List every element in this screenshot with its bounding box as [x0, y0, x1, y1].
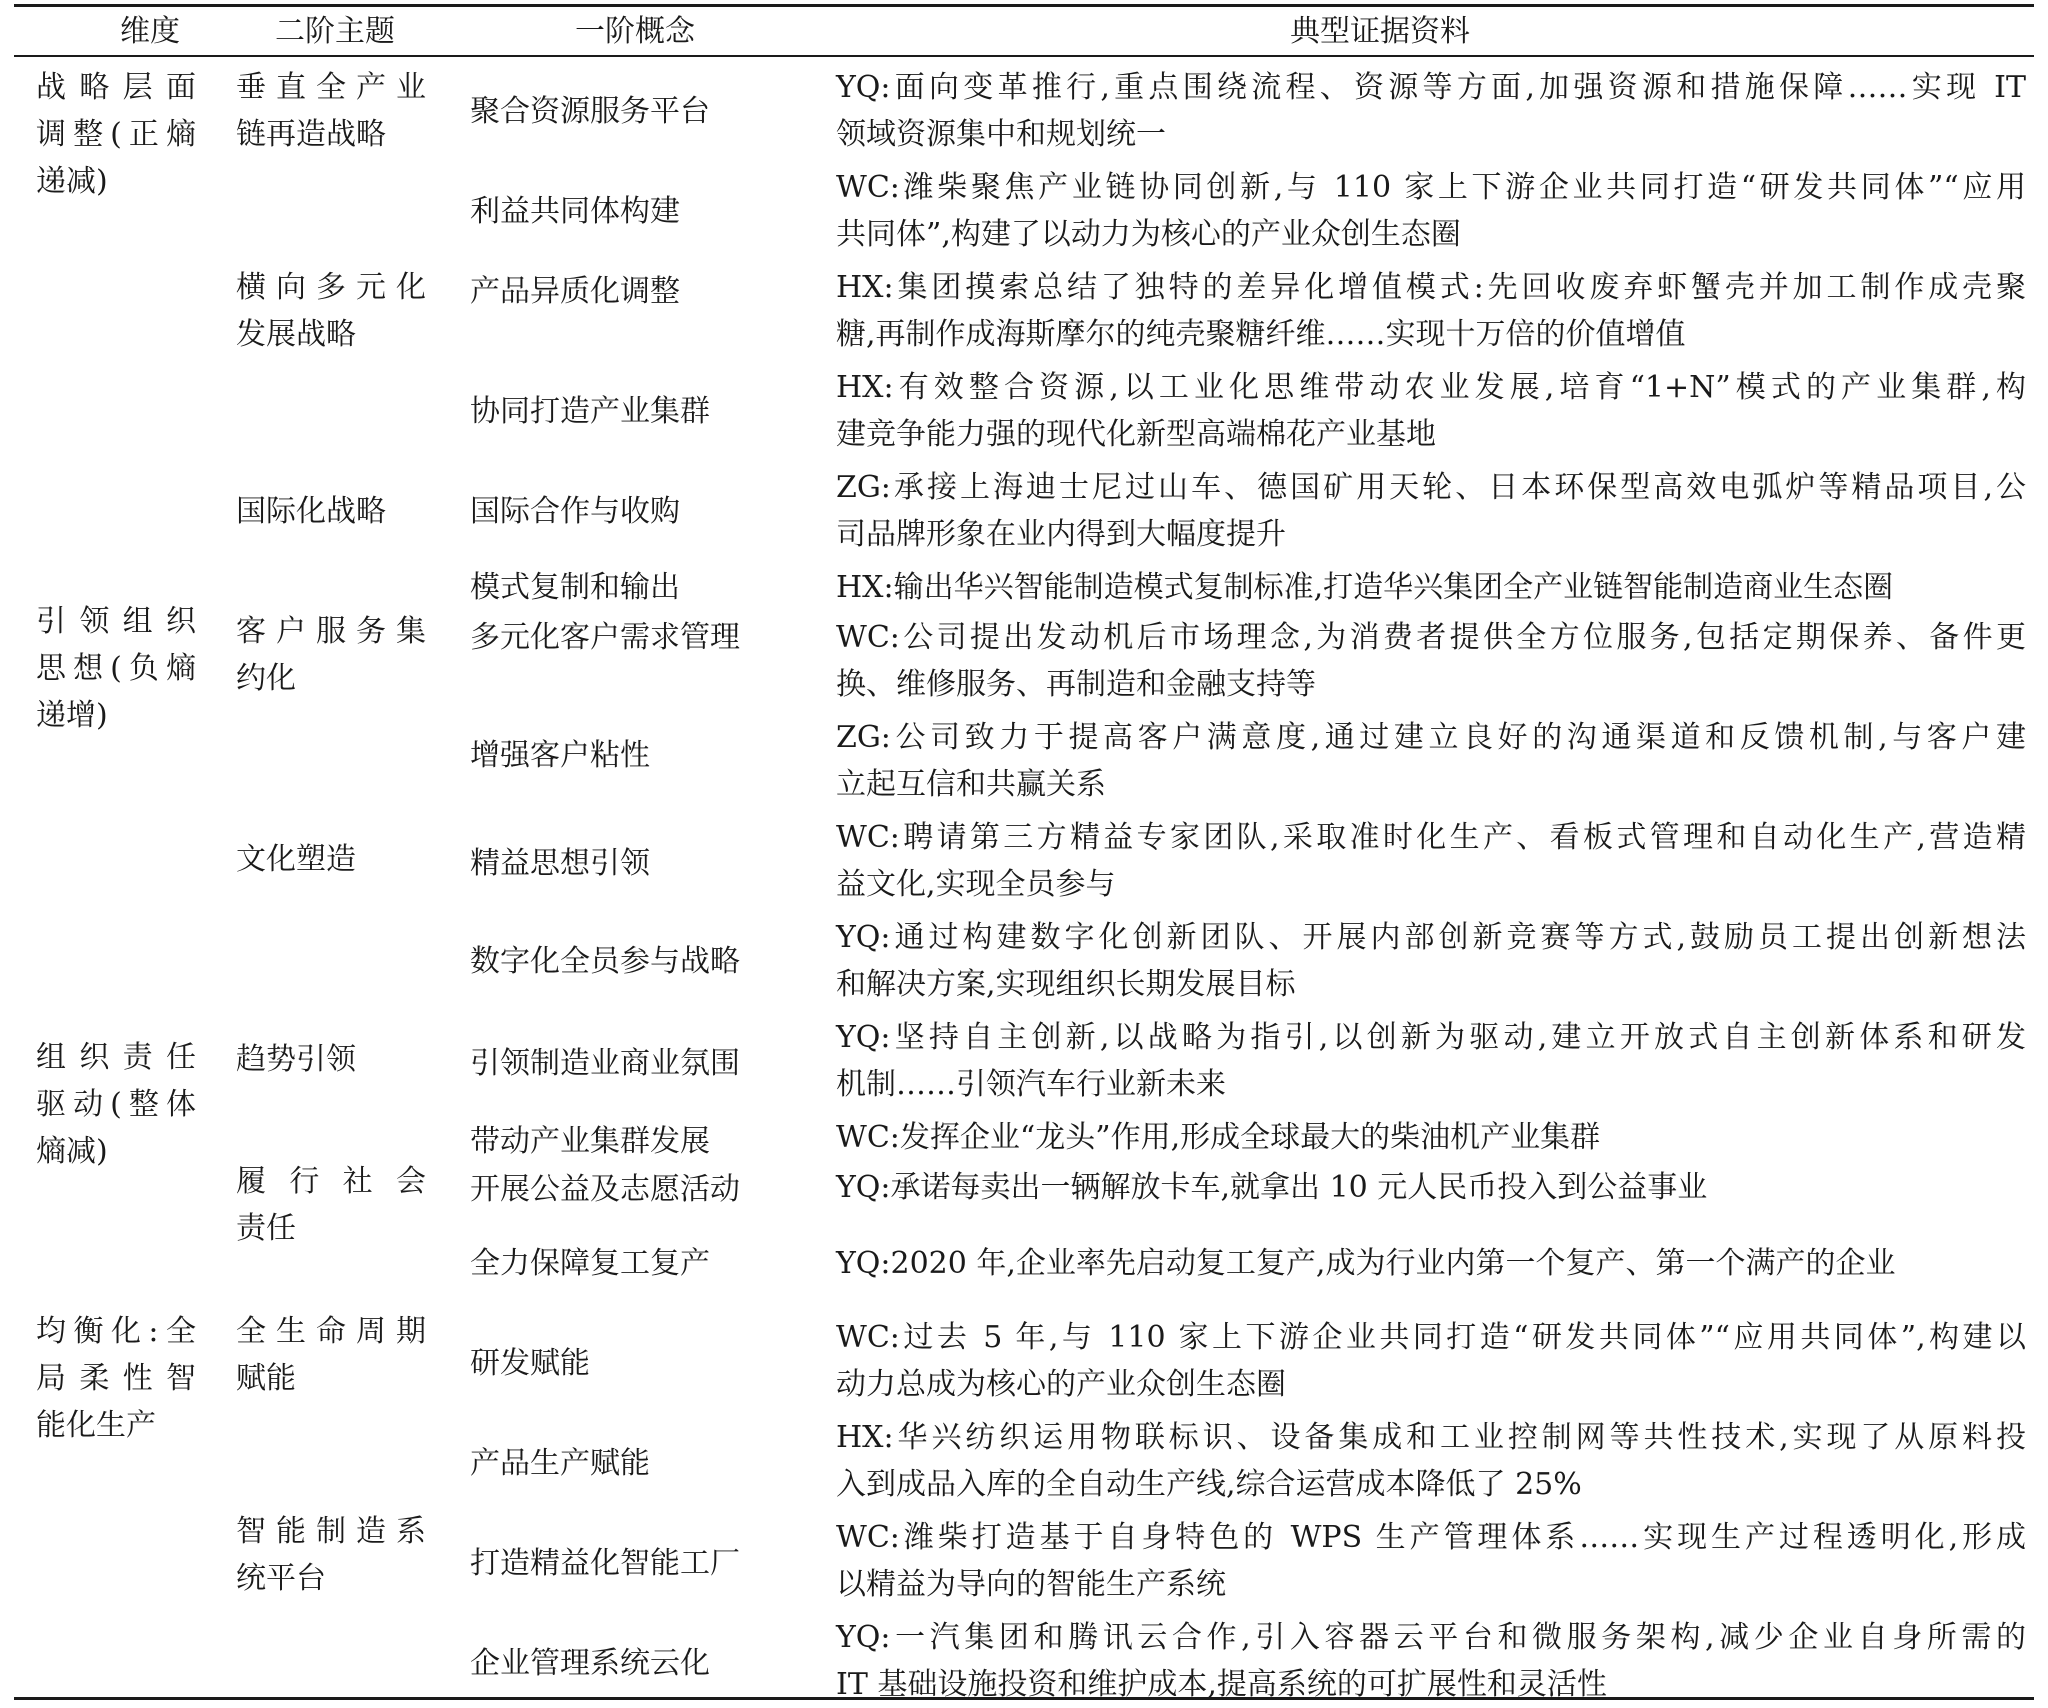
evidence-cell: ZG:公司致力于提高客户满意度,通过建立良好的沟通渠道和反馈机制,与客户建 — [836, 720, 2026, 755]
concept-cell: 产品生产赋能 — [470, 1446, 650, 1481]
evidence-cell: 司品牌形象在业内得到大幅度提升 — [836, 517, 1286, 552]
evidence-cell: WC:发挥企业“龙头”作用,形成全球最大的柴油机产业集群 — [836, 1120, 1601, 1155]
evidence-cell: 入到成品入库的全自动生产线,综合运营成本降低了 25% — [836, 1467, 1582, 1502]
theme-cell: 赋能 — [236, 1361, 296, 1396]
evidence-cell: WC:过去 5 年,与 110 家上下游企业共同打造“研发共同体”“应用共同体”,构建以 — [836, 1320, 2026, 1355]
concept-cell: 增强客户粘性 — [470, 738, 650, 773]
header-evidence: 典型证据资料 — [1290, 14, 1470, 49]
evidence-cell: 共同体”,构建了以动力为核心的产业众创生态圈 — [836, 217, 1461, 252]
evidence-cell: YQ:面向变革推行,重点围绕流程、资源等方面,加强资源和措施保障……实现 IT — [836, 70, 2026, 105]
evidence-cell: 以精益为导向的智能生产系统 — [836, 1567, 1226, 1602]
concept-cell: 协同打造产业集群 — [470, 394, 710, 429]
theme-cell: 全生命周期 — [236, 1314, 426, 1349]
dimension-cell: 调整(正熵 — [36, 117, 196, 152]
theme-cell: 文化塑造 — [236, 842, 356, 877]
dimension-cell: 递减) — [36, 164, 108, 199]
dimension-cell: 熵减) — [36, 1134, 108, 1169]
evidence-cell: ZG:承接上海迪士尼过山车、德国矿用天轮、日本环保型高效电弧炉等精品项目,公 — [836, 470, 2026, 505]
dimension-cell: 战略层面 — [36, 70, 196, 105]
theme-cell: 发展战略 — [236, 317, 356, 352]
evidence-cell: WC:公司提出发动机后市场理念,为消费者提供全方位服务,包括定期保养、备件更 — [836, 620, 2026, 655]
concept-cell: 打造精益化智能工厂 — [470, 1546, 740, 1581]
dimension-cell: 均衡化:全 — [36, 1314, 196, 1349]
theme-cell: 链再造战略 — [236, 117, 386, 152]
concept-cell: 国际合作与收购 — [470, 494, 680, 529]
evidence-cell: HX:华兴纺织运用物联标识、设备集成和工业控制网等共性技术,实现了从原料投 — [836, 1420, 2026, 1455]
concept-cell: 利益共同体构建 — [470, 194, 680, 229]
evidence-cell: YQ:一汽集团和腾讯云合作,引入容器云平台和微服务架构,减少企业自身所需的 — [836, 1620, 2026, 1655]
theme-cell: 履行社会 — [236, 1164, 426, 1199]
dimension-cell: 组织责任 — [36, 1040, 196, 1075]
theme-cell: 客户服务集 — [236, 614, 426, 649]
evidence-cell: HX:有效整合资源,以工业化思维带动农业发展,培育“1+N”模式的产业集群,构 — [836, 370, 2026, 405]
theme-cell: 横向多元化 — [236, 270, 426, 305]
evidence-cell: WC:潍柴聚焦产业链协同创新,与 110 家上下游企业共同打造“研发共同体”“应用 — [836, 170, 2026, 205]
evidence-cell: 领域资源集中和规划统一 — [836, 117, 1166, 152]
dimension-cell: 能化生产 — [36, 1408, 156, 1443]
header-dimension: 维度 — [120, 14, 180, 49]
evidence-cell: 建竞争能力强的现代化新型高端棉花产业基地 — [836, 417, 1436, 452]
concept-cell: 多元化客户需求管理 — [470, 620, 740, 655]
evidence-cell: 益文化,实现全员参与 — [836, 867, 1116, 902]
dimension-cell: 思想(负熵 — [36, 651, 196, 686]
theme-cell: 国际化战略 — [236, 494, 386, 529]
evidence-cell: YQ:承诺每卖出一辆解放卡车,就拿出 10 元人民币投入到公益事业 — [836, 1170, 1708, 1205]
evidence-cell: 动力总成为核心的产业众创生态圈 — [836, 1367, 1286, 1402]
evidence-cell: 和解决方案,实现组织长期发展目标 — [836, 967, 1296, 1002]
evidence-cell: 换、维修服务、再制造和金融支持等 — [836, 667, 1316, 702]
concept-cell: 开展公益及志愿活动 — [470, 1172, 740, 1207]
theme-cell: 垂直全产业 — [236, 70, 426, 105]
evidence-cell: 机制……引领汽车行业新未来 — [836, 1067, 1226, 1102]
evidence-cell: 立起互信和共赢关系 — [836, 767, 1106, 802]
evidence-cell: YQ:2020 年,企业率先启动复工复产,成为行业内第一个复产、第一个满产的企业 — [836, 1246, 1896, 1281]
evidence-cell: WC:聘请第三方精益专家团队,采取准时化生产、看板式管理和自动化生产,营造精 — [836, 820, 2026, 855]
concept-cell: 引领制造业商业氛围 — [470, 1046, 740, 1081]
evidence-cell: IT 基础设施投资和维护成本,提高系统的可扩展性和灵活性 — [836, 1667, 1607, 1702]
dimension-cell: 驱动(整体 — [36, 1087, 196, 1122]
concept-cell: 聚合资源服务平台 — [470, 94, 710, 129]
concept-cell: 企业管理系统云化 — [470, 1646, 710, 1681]
dimension-cell: 递增) — [36, 698, 108, 733]
evidence-cell: 糖,再制作成海斯摩尔的纯壳聚糖纤维……实现十万倍的价值增值 — [836, 317, 1686, 352]
concept-cell: 研发赋能 — [470, 1346, 590, 1381]
table-header-rule — [14, 55, 2034, 57]
dimension-cell: 局柔性智 — [36, 1361, 196, 1396]
concept-cell: 数字化全员参与战略 — [470, 944, 740, 979]
theme-cell: 约化 — [236, 661, 296, 696]
concept-cell: 带动产业集群发展 — [470, 1124, 710, 1159]
evidence-cell: HX:集团摸索总结了独特的差异化增值模式:先回收废弃虾蟹壳并加工制作成壳聚 — [836, 270, 2026, 305]
concept-cell: 产品异质化调整 — [470, 274, 680, 309]
theme-cell: 智能制造系 — [236, 1514, 426, 1549]
theme-cell: 趋势引领 — [236, 1042, 356, 1077]
theme-cell: 统平台 — [236, 1561, 326, 1596]
concept-cell: 全力保障复工复产 — [470, 1246, 710, 1281]
header-first-order-concept: 一阶概念 — [575, 14, 695, 49]
concept-cell: 精益思想引领 — [470, 846, 650, 881]
dimension-cell: 引领组织 — [36, 604, 196, 639]
evidence-cell: HX:输出华兴智能制造模式复制标准,打造华兴集团全产业链智能制造商业生态圈 — [836, 570, 1894, 605]
table-top-rule — [14, 4, 2034, 7]
evidence-cell: WC:潍柴打造基于自身特色的 WPS 生产管理体系……实现生产过程透明化,形成 — [836, 1520, 2026, 1555]
theme-cell: 责任 — [236, 1211, 296, 1246]
evidence-cell: YQ:坚持自主创新,以战略为指引,以创新为驱动,建立开放式自主创新体系和研发 — [836, 1020, 2026, 1055]
concept-cell: 模式复制和输出 — [470, 570, 680, 605]
header-second-order-theme: 二阶主题 — [275, 14, 395, 49]
evidence-cell: YQ:通过构建数字化创新团队、开展内部创新竞赛等方式,鼓励员工提出创新想法 — [836, 920, 2026, 955]
